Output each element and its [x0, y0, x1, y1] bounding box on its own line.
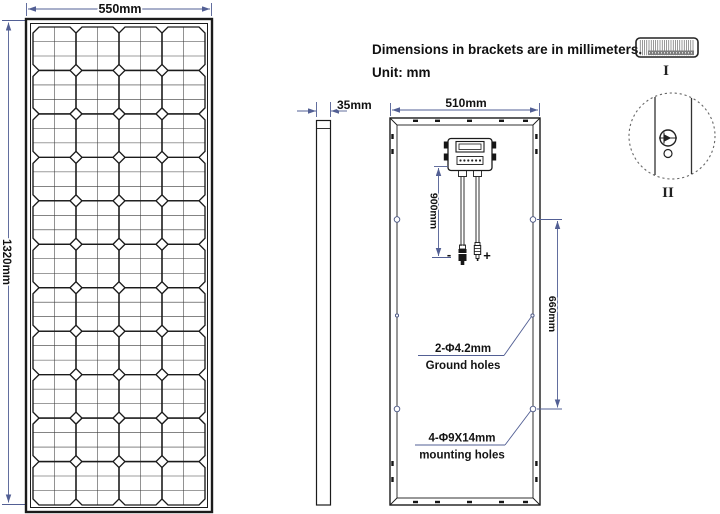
cable-length-label: 900mm [427, 192, 440, 230]
output-cables [461, 177, 479, 247]
positive-connector [474, 243, 480, 262]
note-line-2: Unit: mm [372, 65, 431, 80]
note-line-1: Dimensions in brackets are in millimeters. [372, 42, 643, 57]
ground-holes-note-line2: Ground holes [425, 360, 501, 372]
back-view [390, 96, 562, 505]
drawing-notes [372, 42, 642, 80]
side-view [297, 98, 372, 505]
negative-connector [459, 245, 467, 265]
front-width-label: 550mm [98, 2, 142, 16]
front-view [0, 2, 212, 512]
mounting-holes-note-line1: 4-Φ9X14mm [428, 432, 496, 445]
front-height-label: 1320mm [0, 238, 12, 286]
solar-cell-grid [33, 27, 205, 505]
hole-spacing-label: 660mm [546, 295, 558, 333]
ground-hole-circle [664, 150, 672, 158]
detail-two-label: II [662, 185, 674, 201]
terminal-dots [459, 159, 481, 161]
mounting-hole [394, 406, 400, 412]
side-profile [317, 121, 331, 506]
ground-symbol [659, 130, 677, 146]
junction-box [444, 139, 496, 177]
frame-holes [394, 217, 536, 412]
detail-boundary-circle [629, 93, 715, 179]
cable-gland-positive [474, 171, 482, 177]
side-thickness-label: 35mm [337, 98, 372, 112]
mounting-hole [394, 217, 400, 223]
detail-ground-symbol [629, 93, 715, 201]
back-width-label: 510mm [445, 96, 487, 110]
cable-gland-negative [459, 171, 467, 177]
positive-terminal-label: + [483, 248, 491, 263]
detail-one-label: I [663, 63, 669, 79]
ground-hole [395, 314, 398, 317]
mounting-hole [530, 217, 536, 223]
junction-box-lid [456, 142, 484, 153]
mounting-holes-note-line2: mounting holes [419, 449, 505, 462]
detail-frame-section [636, 38, 698, 79]
ground-holes-note-line1: 2-Φ4.2mm [434, 343, 492, 355]
frame-drain-slots [391, 120, 537, 504]
negative-terminal-label: - [446, 247, 452, 262]
